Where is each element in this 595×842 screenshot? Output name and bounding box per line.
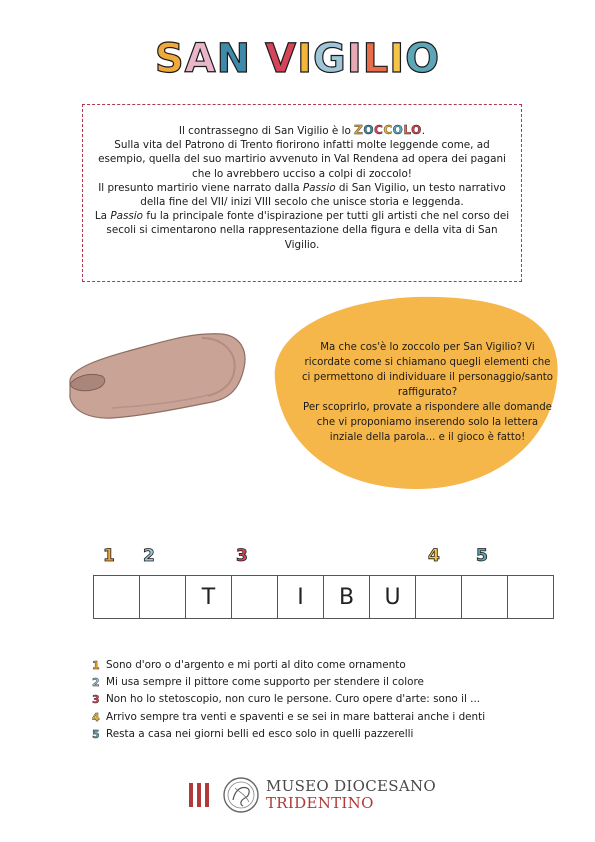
puzzle-cell[interactable] xyxy=(232,575,278,619)
zoccolo-highlight: ZOCCOLO xyxy=(354,123,422,137)
clog-illustration xyxy=(62,328,252,428)
bubble-text xyxy=(300,340,555,445)
puzzle-cell[interactable]: B xyxy=(324,575,370,619)
puzzle-cell[interactable] xyxy=(140,575,186,619)
puzzle-cell[interactable] xyxy=(94,575,140,619)
clue-number: 2 xyxy=(92,676,100,690)
title-letter: I xyxy=(389,36,406,82)
clue-number: 1 xyxy=(92,659,100,672)
puzzle-grid xyxy=(93,575,554,619)
title-letter: I xyxy=(346,36,363,82)
museum-name-line2: TRIDENTINO xyxy=(266,794,374,812)
title-letter: I xyxy=(297,36,313,82)
puzzle-number-1: 1 xyxy=(103,546,115,566)
puzzle-cell[interactable] xyxy=(416,575,462,619)
intro-paragraph-3: La Passio fu la principale fonte d'ispirazione per tutti gli artisti che nel corso dei secoli si cimentarono nella rappresentazione della figura e della vita di San Vigilio. xyxy=(94,210,510,251)
museum-name-line1: MUSEO DIOCESANO xyxy=(266,777,436,795)
puzzle-number-3: 3 xyxy=(236,546,248,566)
clue-item: 1 Sono d'oro o d'argento e mi porti al dito come ornamento xyxy=(92,657,485,674)
puzzle-cell[interactable]: T xyxy=(186,575,232,619)
clue-item: 3 Non ho lo stetoscopio, non curo le persone. Curo opere d'arte: sono il ... xyxy=(92,691,485,708)
puzzle-number-2: 2 xyxy=(143,546,155,566)
title-letter: N xyxy=(216,36,252,82)
title-letter: O xyxy=(405,36,441,82)
clue-item: 2 Mi usa sempre il pittore come supporto per stendere il colore xyxy=(92,674,485,691)
museum-name xyxy=(266,778,436,812)
title-letter: L xyxy=(362,36,390,82)
clue-number: 3 xyxy=(92,693,100,707)
museum-logo xyxy=(189,776,261,816)
intro-paragraph-2: Il presunto martirio viene narrato dalla Passio di San Vigilio, un testo narrativo della fine del VII/ inizi VIII secolo che unisce storia e leggenda. xyxy=(98,181,506,209)
title-letter: G xyxy=(312,36,347,82)
bubble-paragraph-1: Ma che cos'è lo zoccolo per San Vigilio? Vi ricordate come si chiamano quegli elementi che ci permettono di individuare il personaggio/santo raffigurato? xyxy=(301,342,554,398)
puzzle-cell[interactable] xyxy=(462,575,508,619)
title-letter: S xyxy=(154,36,185,82)
puzzle-cell[interactable]: U xyxy=(370,575,416,619)
clue-number: 5 xyxy=(92,727,100,741)
puzzle-number-4: 4 xyxy=(428,546,440,566)
title-letter: A xyxy=(184,36,217,82)
bubble-paragraph-2: Per scoprirlo, provate a rispondere alle domande che vi proponiamo inserendo solo la lettera inziale della parola... e il gioco è fatto! xyxy=(303,402,552,443)
clue-list xyxy=(92,657,485,743)
intro-box xyxy=(82,104,522,282)
intro-paragraph-1: Sulla vita del Patrono di Trento fiorirono infatti molte leggende come, ad esempio, quella del suo martirio avvenuto in Val Rendena ad opera dei pagani che lo avrebbero ucciso a colpi di zoccolo! xyxy=(98,139,506,180)
title-letter: V xyxy=(265,36,298,82)
clue-item: 4 Arrivo sempre tra venti e spaventi e se sei in mare batterai anche i denti xyxy=(92,709,485,726)
puzzle-cell[interactable]: I xyxy=(278,575,324,619)
clue-number: 4 xyxy=(92,710,100,724)
clue-item: 5 Resta a casa nei giorni belli ed esco solo in quelli pazzerelli xyxy=(92,726,485,743)
intro-line1: Il contrassegno di San Vigilio è lo ZOCCOLO. xyxy=(178,123,426,137)
page-title xyxy=(0,36,595,82)
puzzle-cell[interactable] xyxy=(508,575,554,619)
puzzle-number-5: 5 xyxy=(476,546,488,566)
